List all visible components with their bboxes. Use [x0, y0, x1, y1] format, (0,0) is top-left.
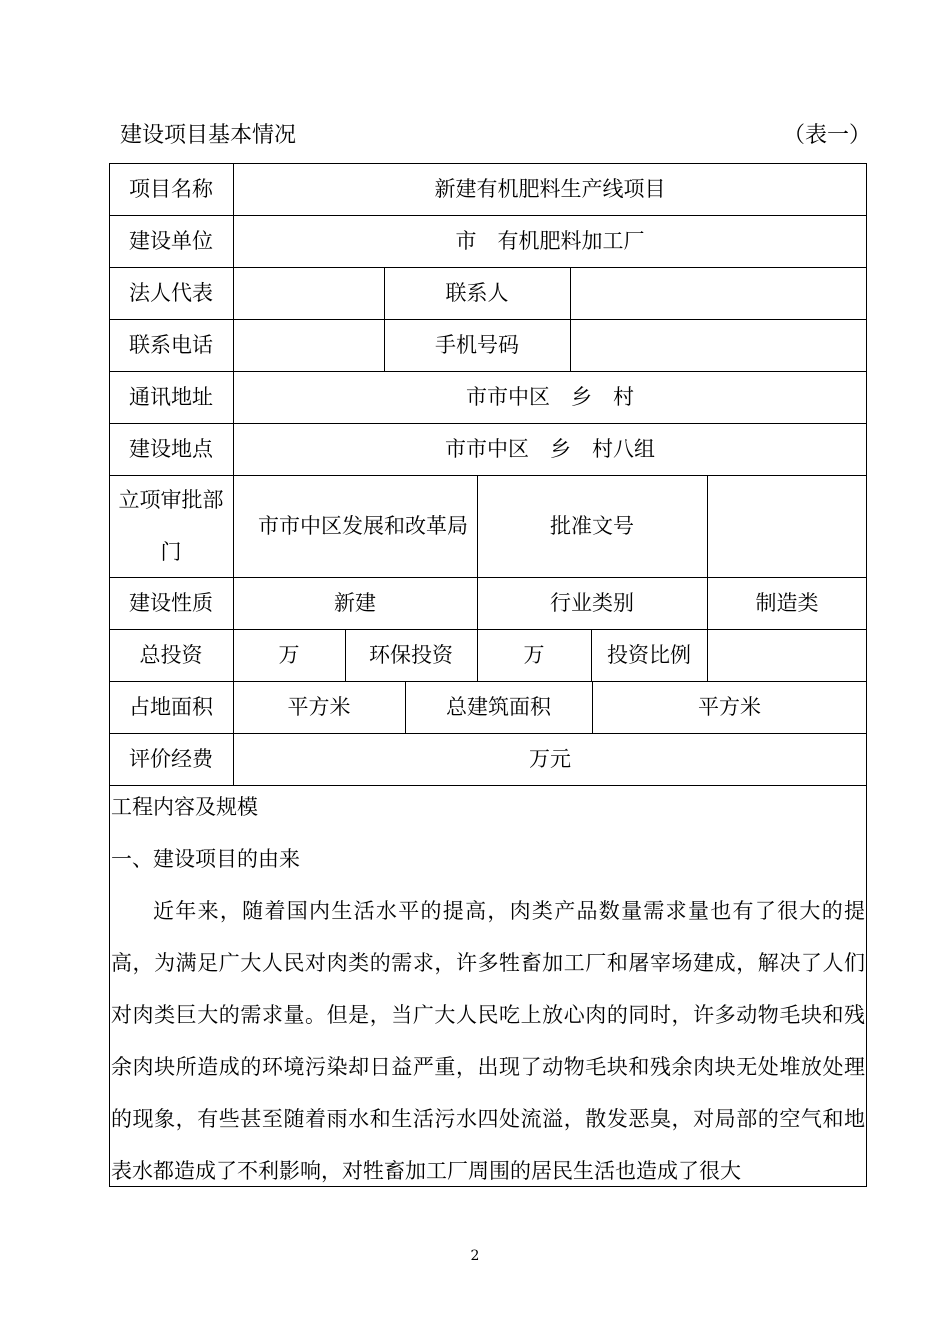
approval-value: 市市中区发展和改革局 [258, 514, 468, 538]
investment-ratio-value [707, 629, 867, 681]
land-area-value: 平方米 [287, 695, 351, 719]
legal-rep-value [233, 267, 384, 319]
nature-label: 建设性质 [129, 591, 213, 615]
page-heading: 建设项目基本情况 [120, 123, 297, 148]
fee-label: 评价经费 [129, 747, 213, 771]
project-name-value: 新建有机肥料生产线项目 [434, 177, 666, 201]
land-area-label: 占地面积 [129, 695, 213, 719]
body-paragraph: 近年来，随着国内生活水平的提高，肉类产品数量需求量也有了很大的提高，为满足广大人民对肉类的需求，许多牲畜加工厂和屠宰场建成，解决了人们对肉类巨大的需求量。但是，当广大人民吃上放心肉的同时，许多动物毛块和残余肉块所造成的环境污染却日益严重，出现了动物毛块和残余肉块无处堆放处理的现象，有些甚至随着雨水和生活污水四处流溢，散发恶臭，对局部的空气和地表水都造成了不利影响，对牲畜加工厂周围的居民生活也造成了很大 [111, 899, 865, 1183]
legal-rep-label: 法人代表 [129, 281, 213, 305]
approval-label: 立项审批部门 [118, 488, 224, 564]
doc-number-value [707, 475, 867, 577]
fee-value: 万元 [529, 747, 571, 771]
investment-total: 万 [278, 643, 300, 667]
address-value: 市市中区 乡 村 [466, 385, 634, 409]
table-number: （表一） [783, 123, 872, 148]
phone-value [233, 319, 384, 371]
address-label: 通讯地址 [129, 385, 213, 409]
mobile-label: 手机号码 [435, 333, 519, 357]
env-investment-label: 环保投资 [369, 643, 453, 667]
unit-value: 市 有机肥料加工厂 [455, 229, 645, 253]
contact-value [570, 267, 867, 319]
investment-ratio-label: 投资比例 [607, 643, 691, 667]
phone-label: 联系电话 [129, 333, 213, 357]
industry-label: 行业类别 [550, 591, 634, 615]
investment-label: 总投资 [139, 643, 203, 667]
building-area-label: 总建筑面积 [446, 695, 551, 719]
unit-label: 建设单位 [129, 229, 213, 253]
section-title: 工程内容及规模 [111, 795, 258, 819]
site-value: 市市中区 乡 村八组 [445, 437, 655, 461]
contact-label: 联系人 [445, 281, 509, 305]
project-name-label: 项目名称 [129, 177, 213, 201]
nature-value: 新建 [334, 591, 376, 615]
subsection-title: 一、建设项目的由来 [111, 847, 300, 871]
page-number: 2 [470, 1248, 480, 1264]
building-area-value: 平方米 [698, 695, 761, 719]
doc-number-label: 批准文号 [550, 514, 634, 538]
site-label: 建设地点 [129, 437, 213, 461]
industry-value: 制造类 [755, 591, 819, 615]
env-investment-value: 万 [523, 643, 545, 667]
mobile-value [570, 319, 867, 371]
